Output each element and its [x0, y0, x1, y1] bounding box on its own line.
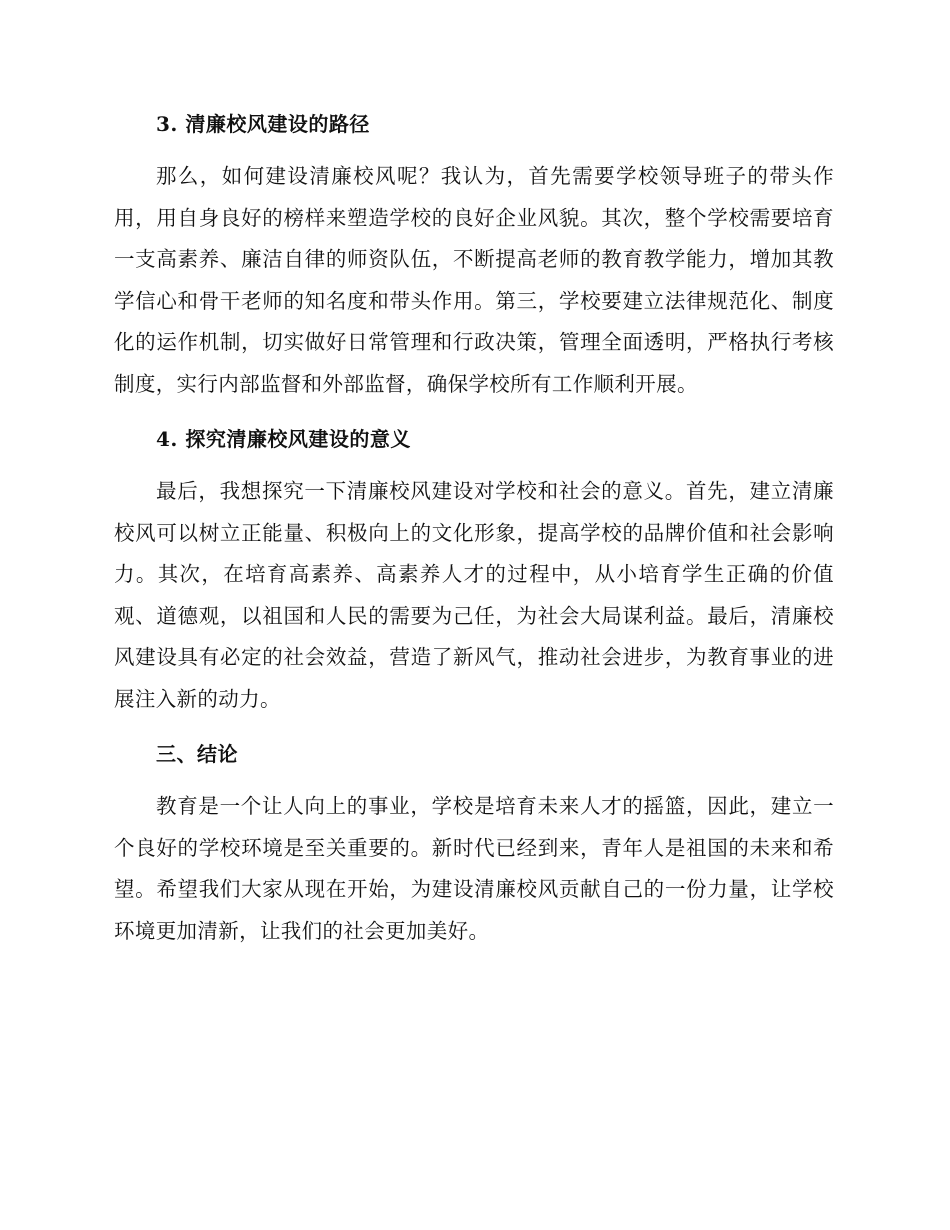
section-paragraph-significance: 最后，我想探究一下清廉校风建设对学校和社会的意义。首先，建立清廉校风可以树立正能量、积极向上的文化形象，提高学校的品牌价值和社会影响力。其次，在培育高素养、高素养人才的过程中，从小培育学生正确的价值观、道德观，以祖国和人民的需要为己任，为社会大局谋利益。最后，清廉校风建设具有必定的社会效益，营造了新风气，推动社会进步，为教育事业的进展注入新的动力。	[114, 479, 834, 711]
section-heading-path: 3. 清廉校风建设的路径	[156, 112, 370, 136]
section-paragraph-conclusion: 教育是一个让人向上的事业，学校是培育未来人才的摇篮，因此，建立一个良好的学校环境是至关重要的。新时代已经到来，青年人是祖国的未来和希望。希望我们大家从现在开始，为建设清廉校风贡献自己的一份力量，让学校环境更加清新，让我们的社会更加美好。	[114, 794, 834, 943]
section-heading-conclusion: 三、结论	[156, 742, 238, 766]
section-heading-significance: 4. 探究清廉校风建设的意义	[156, 427, 411, 451]
section-paragraph-path: 那么，如何建设清廉校风呢？我认为，首先需要学校领导班子的带头作用，用自身良好的榜样来塑造学校的良好企业风貌。其次，整个学校需要培育一支高素养、廉洁自律的师资队伍，不断提高老师的教育教学能力，增加其教学信心和骨干老师的知名度和带头作用。第三，学校要建立法律规范化、制度化的运作机制，切实做好日常管理和行政决策，管理全面透明，严格执行考核制度，实行内部监督和外部监督，确保学校所有工作顺利开展。	[114, 164, 834, 396]
document-body	[114, 110, 834, 972]
